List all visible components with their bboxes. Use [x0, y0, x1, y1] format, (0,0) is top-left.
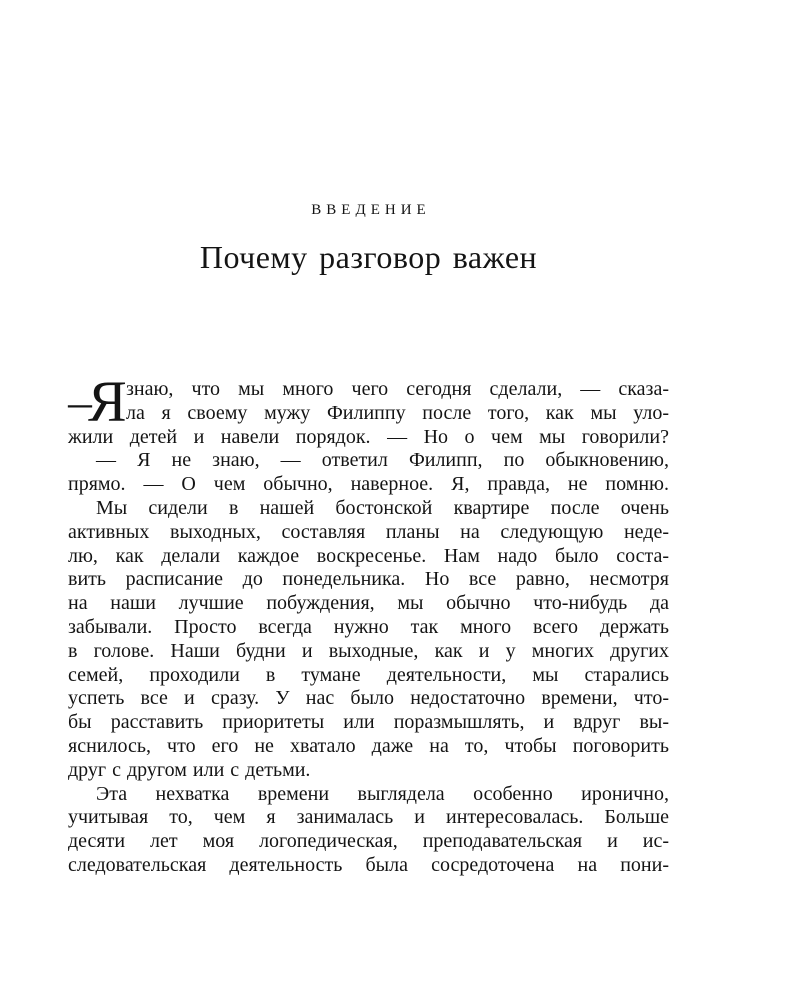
drop-cap: Я	[88, 369, 127, 434]
chapter-kicker: ВВЕДЕНИЕ	[311, 202, 431, 218]
text-line: яснилось, что его не хватало даже на то, чтобы поговорить	[68, 734, 669, 757]
text-line: семей, проходили в тумане деятельности, мы старались	[68, 663, 669, 686]
text-line: вить расписание до понедельника. Но все равно, несмотря	[68, 568, 669, 591]
body-text	[68, 369, 669, 878]
text-line: жили детей и навели порядок. — Но о чем мы говорили?	[68, 425, 669, 448]
text-line: в голове. Наши будни и выходные, как и у многих других	[68, 639, 669, 662]
text-line: прямо. — О чем обычно, наверное. Я, правда, не помню.	[68, 473, 669, 496]
text-line: следовательская деятельность была сосредоточена на пони-	[68, 853, 669, 876]
text-line: учитывая то, чем я занималась и интересовалась. Больше	[68, 806, 669, 829]
text-line: Эта нехватка времени выглядела особенно иронично,	[96, 782, 669, 805]
text-line: забывали. Просто всегда нужно так много всего держать	[68, 615, 669, 638]
text-line: успеть все и сразу. У нас было недостаточно времени, что-	[68, 687, 669, 710]
text-line: бы расставить приоритеты или поразмышлять, и вдруг вы-	[68, 711, 669, 734]
dropcap-dash: —	[68, 388, 92, 422]
text-line: лю, как делали каждое воскресенье. Нам надо было соста-	[68, 544, 669, 567]
text-line: ла я своему мужу Филиппу после того, как мы уло-	[126, 401, 669, 424]
text-line: на наши лучшие побуждения, мы обычно что-нибудь да	[68, 592, 669, 615]
text-line: Мы сидели в нашей бостонской квартире после очень	[96, 496, 669, 519]
text-line: активных выходных, составляя планы на следующую неде-	[68, 520, 669, 543]
text-line: — Я не знаю, — ответил Филипп, по обыкновению,	[96, 449, 669, 472]
paragraph	[68, 449, 669, 497]
text-line: знаю, что мы много чего сегодня сделали, — сказа-	[126, 378, 669, 400]
chapter-title: Почему разговор важен	[199, 239, 538, 275]
text-line: друг с другом или с детьми.	[68, 758, 311, 781]
paragraph	[68, 783, 669, 878]
text-line: десяти лет моя логопедическая, преподавательская и ис-	[68, 830, 669, 853]
paragraph	[68, 369, 669, 449]
paragraph	[68, 497, 669, 783]
